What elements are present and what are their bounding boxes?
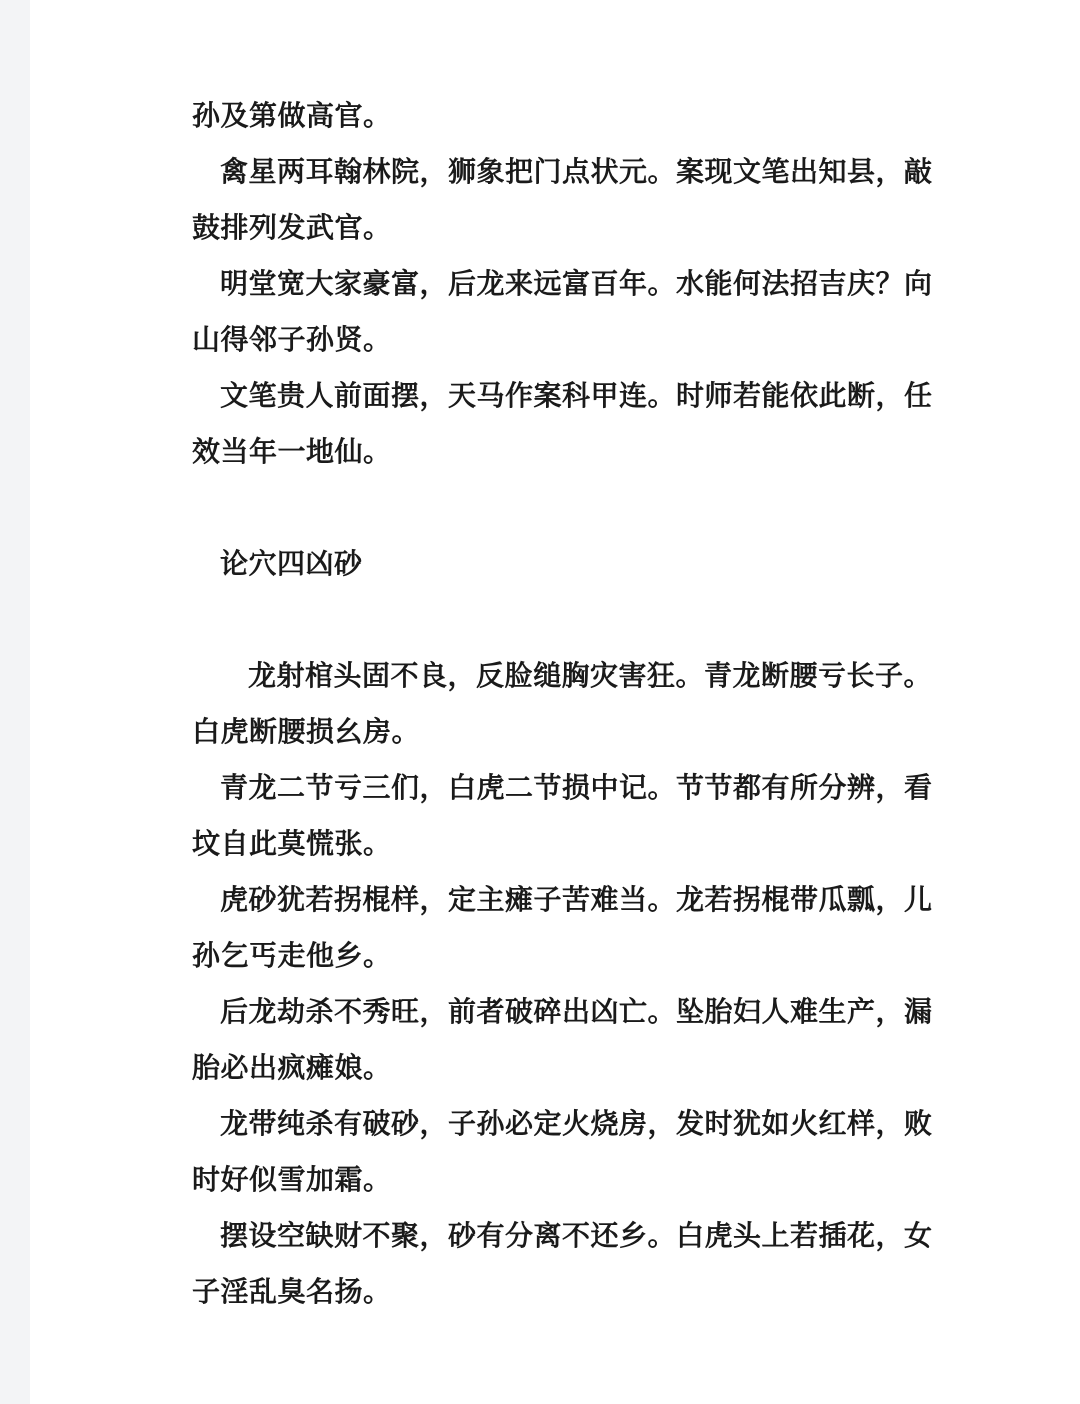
section-title: 论穴四凶砂: [220, 547, 363, 580]
text-line: 坟自此莫慌张。: [192, 827, 392, 860]
text-line: 孙及第做高官。: [192, 99, 392, 132]
text-line: 鼓排列发武官。: [192, 211, 392, 244]
document-text: [192, 88, 952, 1320]
text-line: 禽星两耳翰林院，狮象把门点状元。案现文笔出知县，敲: [220, 155, 933, 188]
document-page: [30, 0, 1080, 1404]
text-line: 白虎断腰损幺房。: [192, 715, 421, 748]
text-line: 龙射棺头固不良，反脸缒胸灾害狂。青龙断腰亏长子。: [248, 659, 933, 692]
text-line: 胎必出疯瘫娘。: [192, 1051, 392, 1084]
text-line: 明堂宽大家豪富，后龙来远富百年。水能何法招吉庆？向: [220, 267, 933, 300]
text-line: 文笔贵人前面摆，天马作案科甲连。时师若能依此断，任: [220, 379, 933, 412]
spacer: [192, 480, 952, 536]
text-line: 摆设空缺财不聚，砂有分离不还乡。白虎头上若插花，女: [220, 1219, 933, 1252]
text-line: 子淫乱臭名扬。: [192, 1275, 392, 1308]
spacer: [192, 592, 952, 648]
text-line: 青龙二节亏三们，白虎二节损中记。节节都有所分辨，看: [220, 771, 933, 804]
text-line: 时好似雪加霜。: [192, 1163, 392, 1196]
text-line: 山得邻子孙贤。: [192, 323, 392, 356]
text-line: 虎砂犹若拐棍样，定主瘫子苦难当。龙若拐棍带瓜瓢，儿: [220, 883, 933, 916]
text-line: 孙乞丐走他乡。: [192, 939, 392, 972]
text-line: 效当年一地仙。: [192, 435, 392, 468]
text-line: 后龙劫杀不秀旺，前者破碎出凶亡。坠胎妇人难生产，漏: [220, 995, 933, 1028]
text-line: 龙带纯杀有破砂，子孙必定火烧房，发时犹如火红样，败: [220, 1107, 933, 1140]
